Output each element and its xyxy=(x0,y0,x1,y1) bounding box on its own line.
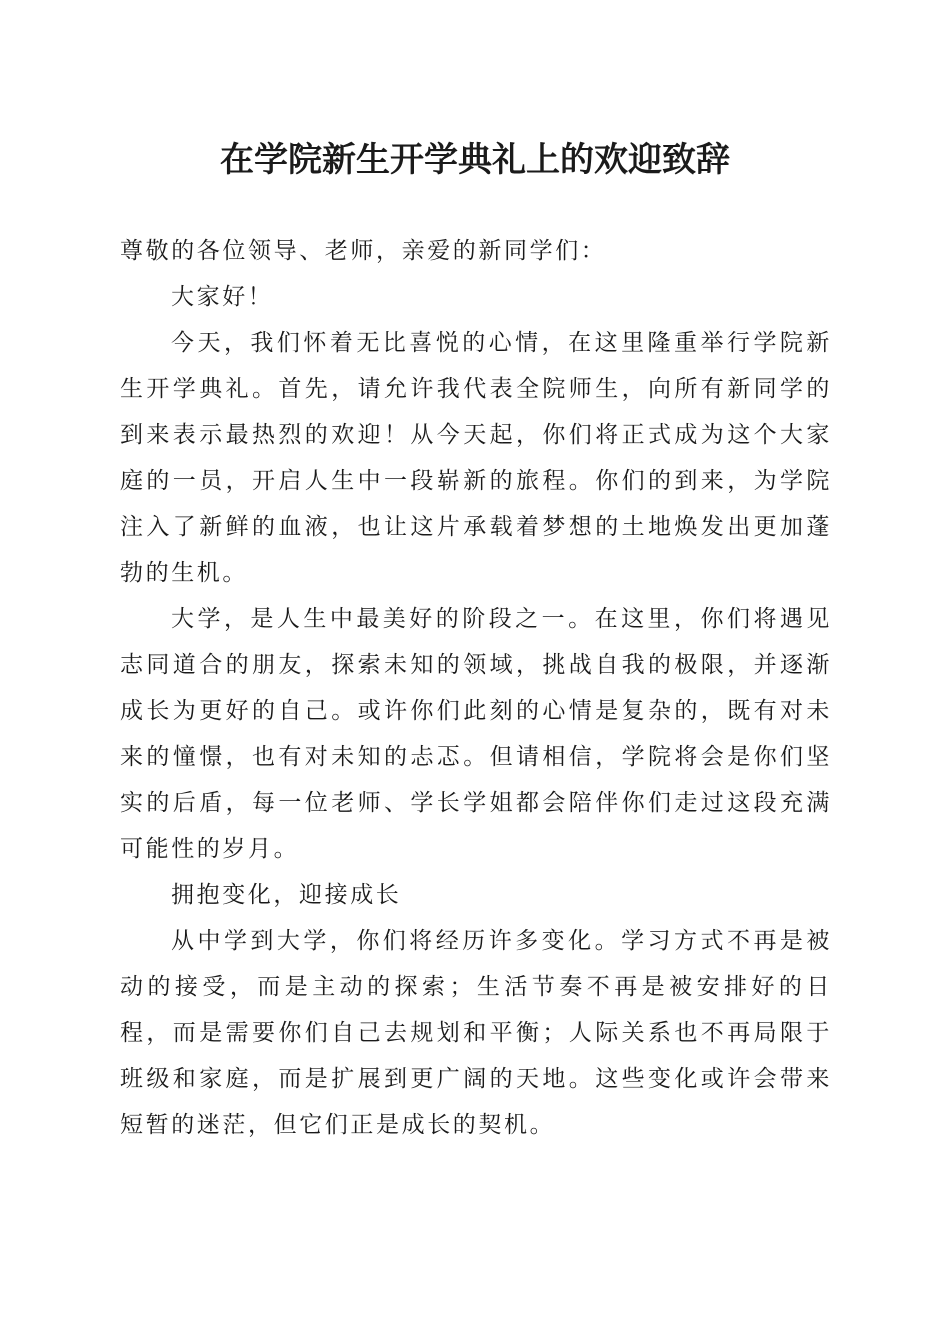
salutation: 尊敬的各位领导、老师，亲爱的新同学们： xyxy=(120,238,607,264)
welcome-paragraph: 今天，我们怀着无比喜悦的心情，在这里隆重举行学院新生开学典礼。首先，请允许我代表全院师生，向所有新同学的到来表示最热烈的欢迎！从今天起，你们将正式成为这个大家庭的一员，开启人生中一段崭新的旅程。你们的到来，为学院注入了新鲜的血液，也让这片承载着梦想的土地焕发出更加蓬勃的生机。 xyxy=(120,330,832,586)
document-title: 在学院新生开学典礼上的欢迎致辞 xyxy=(220,140,730,180)
change-paragraph: 从中学到大学，你们将经历许多变化。学习方式不再是被动的接受，而是主动的探索；生活节奏不再是被安排好的日程，而是需要你们自己去规划和平衡；人际关系也不再局限于班级和家庭，而是扩展到更广阔的天地。这些变化或许会带来短暂的迷茫，但它们正是成长的契机。 xyxy=(120,928,832,1138)
university-paragraph: 大学，是人生中最美好的阶段之一。在这里，你们将遇见志同道合的朋友，探索未知的领域，挑战自我的极限，并逐渐成长为更好的自己。或许你们此刻的心情是复杂的，既有对未来的憧憬，也有对未知的忐忑。但请相信，学院将会是你们坚实的后盾，每一位老师、学长学姐都会陪伴你们走过这段充满可能性的岁月。 xyxy=(120,606,832,862)
section-heading: 拥抱变化，迎接成长 xyxy=(171,882,402,908)
greeting-paragraph: 大家好！ xyxy=(171,284,274,310)
document-body xyxy=(120,228,832,1148)
